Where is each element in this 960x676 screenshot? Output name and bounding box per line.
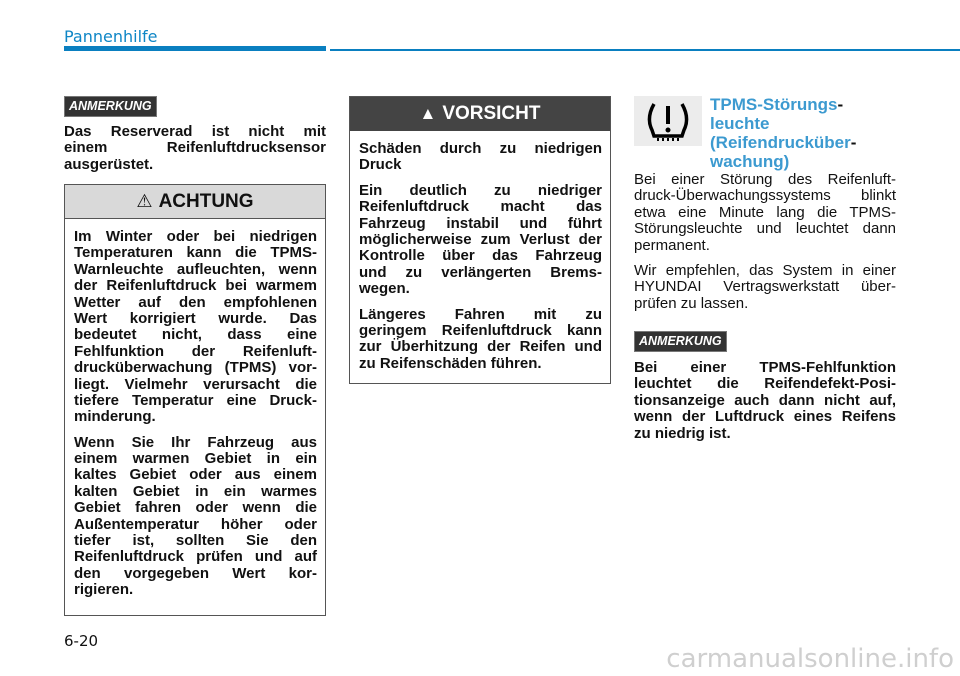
text-line: Fahrzeug instabil und führt — [359, 214, 602, 232]
text-line: druck-Überwachungssystems blinkt — [634, 187, 896, 205]
caution-header — [65, 185, 325, 219]
warning-triangle-icon: ▲ — [419, 104, 437, 123]
text-line: Reifenluftdruck macht das — [359, 198, 602, 216]
text-line: Druck — [359, 156, 402, 174]
text-line: Wert korrigiert wurde. Das — [74, 309, 317, 327]
text-line: rigieren. — [74, 581, 134, 599]
text-line: prüfen zu lassen. — [634, 294, 749, 312]
text-line: tionsanzeige auch dann nicht auf, — [634, 391, 896, 409]
text-line: möglicherweise zum Verlust der — [359, 230, 602, 248]
title-line: TPMS-Störungs — [710, 95, 838, 114]
note-badge: ANMERKUNG — [64, 96, 157, 117]
text-line: Bei einer TPMS-Fehlfunktion — [634, 359, 896, 376]
warning-box — [349, 96, 611, 384]
text-line: Störungsleuchte und leuchtet dann — [634, 220, 896, 238]
text-line: Temperaturen kann die TPMS- — [74, 244, 317, 262]
caution-body — [65, 219, 325, 599]
header-bar — [64, 46, 326, 51]
paragraph — [74, 435, 317, 599]
text-line: permanent. — [634, 236, 710, 254]
text-line: Außentemperatur höher oder — [74, 515, 317, 533]
text-line: der Reifenluftdruck bei warmem — [74, 277, 317, 295]
text-line: bedeutet nicht, dass eine — [74, 326, 317, 344]
text-line: Schäden durch zu niedrigen — [359, 140, 602, 157]
text-line: Ein deutlich zu niedriger — [359, 181, 602, 199]
paragraph — [634, 263, 896, 312]
warning-body — [350, 131, 610, 372]
section-title: Pannenhilfe — [64, 27, 158, 46]
text-line: etwa eine Minute lang die TPMS- — [634, 203, 896, 221]
title-line: (Reifendrucküber — [710, 133, 851, 152]
note-badge: ANMERKUNG — [634, 331, 727, 352]
text-line: Längeres Fahren mit zu — [359, 305, 602, 323]
paragraph — [634, 360, 896, 442]
text-line: kalten Gebiet in ein warmes — [74, 482, 317, 500]
text-line: kaltes Gebiet oder aus einem — [74, 466, 317, 484]
text-line: Wenn Sie Ihr Fahrzeug aus — [74, 433, 317, 451]
text-line: drucküberwachung (TPMS) vor- — [74, 359, 317, 377]
text-line: Wetter auf den empfohlenen — [74, 293, 317, 311]
paragraph — [359, 307, 602, 373]
paragraph — [74, 229, 317, 426]
text-line: wenn der Luftdruck eines Reifens — [634, 408, 896, 426]
text-line: Reifenluftdruck prüfen und auf — [74, 548, 317, 566]
text-line: einem warmen Gebiet in ein — [74, 450, 317, 468]
note-text — [64, 124, 326, 182]
text-line: Warnleuchte aufleuchten, wenn — [74, 260, 317, 278]
tpms-title: TPMS-Störungs- leuchte (Reifendrucküber- wachung) — [710, 95, 857, 171]
watermark: carmanualsonline.info — [666, 644, 954, 674]
text-line: wegen. — [359, 280, 410, 298]
title-line: wachung) — [710, 152, 790, 171]
note-text — [634, 360, 896, 451]
tpms-warning-icon — [634, 96, 702, 146]
text-line: ausgerüstet. — [64, 155, 154, 173]
text-line: zu Reifenschäden führen. — [359, 354, 542, 372]
caution-title: ACHTUNG — [158, 190, 254, 212]
text-line: geringem Reifenluftdruck kann — [359, 321, 602, 339]
warning-triangle-icon: ⚠ — [136, 191, 153, 211]
text-line: zur Überhitzung der Reifen und — [359, 338, 602, 356]
title-line: leuchte — [710, 114, 770, 133]
paragraph — [359, 183, 602, 298]
text-line: Wir empfehlen, das System in einer — [634, 261, 896, 279]
caution-box — [64, 184, 326, 616]
tpms-description — [634, 172, 896, 321]
paragraph — [64, 124, 326, 173]
text-line: Das Reserverad ist nicht mit — [64, 123, 326, 140]
text-line: und zu verlängerten Brems- — [359, 263, 602, 281]
text-line: liegt. Vielmehr verursacht die — [74, 375, 317, 393]
text-line: tiefere Temperatur eine Druck- — [74, 391, 317, 409]
text-line: einem Reifenluftdrucksensor — [64, 139, 326, 157]
text-line: leuchtet die Reifendefekt-Posi- — [634, 375, 896, 393]
text-line: HYUNDAI Vertragswerkstatt über- — [634, 278, 896, 296]
text-line: Fehlfunktion der Reifenluft- — [74, 342, 317, 360]
text-line: minderung. — [74, 408, 156, 426]
text-line: Bei einer Störung des Reifenluft- — [634, 171, 896, 188]
text-line: tiefer ist, sollten Sie den — [74, 532, 317, 550]
text-line: den vorgegeben Wert kor- — [74, 564, 317, 582]
paragraph — [634, 172, 896, 254]
paragraph — [359, 141, 602, 174]
text-line: zu niedrig ist. — [634, 424, 731, 442]
warning-title: VORSICHT — [442, 103, 541, 124]
text-line: Kontrolle über das Fahrzeug — [359, 247, 602, 265]
warning-header — [350, 97, 610, 131]
text-line: Gebiet fahren oder wenn die — [74, 499, 317, 517]
text-line: Im Winter oder bei niedrigen — [74, 228, 317, 245]
header-rule — [330, 49, 960, 51]
page-number: 6-20 — [64, 632, 99, 650]
